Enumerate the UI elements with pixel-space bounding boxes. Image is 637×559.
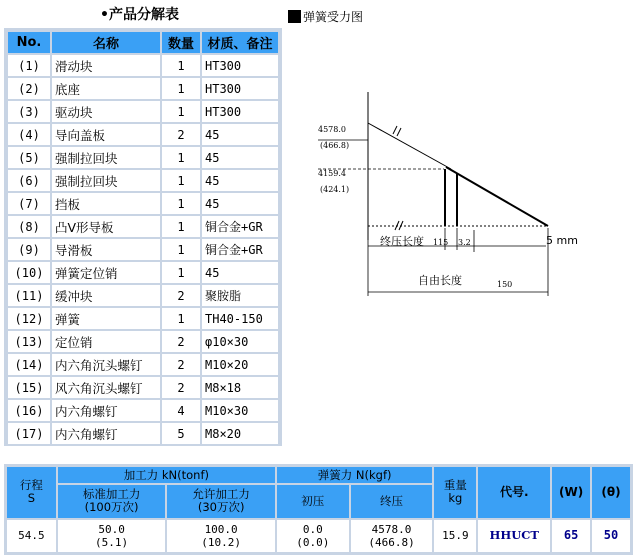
table-row: [8, 262, 278, 283]
part-quantity: 2: [162, 331, 200, 352]
part-quantity: 1: [162, 193, 200, 214]
part-name: 驱动块: [52, 101, 160, 122]
spec-table-panel: [4, 464, 633, 555]
final-kgf: (466.8): [368, 535, 415, 549]
part-number: (9): [8, 239, 50, 260]
initial-header: 初压: [277, 485, 349, 517]
part-number: (10): [8, 262, 50, 283]
part-material: HT300: [202, 78, 278, 99]
parts-table-title: •产品分解表: [100, 7, 179, 23]
part-number: (17): [8, 423, 50, 444]
final-header: 终压: [351, 485, 433, 517]
part-name: 内六角螺钉: [52, 423, 160, 444]
part-material: 45: [202, 147, 278, 168]
std-force-tonf: (5.1): [95, 535, 129, 549]
part-number: (2): [8, 78, 50, 99]
part-number: (13): [8, 331, 50, 352]
part-number: (11): [8, 285, 50, 306]
part-quantity: 1: [162, 170, 200, 191]
spring-line-lower: [446, 167, 548, 226]
diagram-title: [288, 8, 363, 25]
theta-value: 50: [592, 520, 630, 552]
part-material: M10×30: [202, 400, 278, 421]
part-material: HT300: [202, 55, 278, 76]
part-number: (8): [8, 216, 50, 237]
part-name: 内六角沉头螺钉: [52, 354, 160, 375]
spec-table: [5, 465, 632, 554]
dim-5mm: 5 mm: [546, 234, 578, 247]
table-row: [8, 239, 278, 260]
allow-force-label: 允许加工力: [192, 487, 250, 502]
part-material: TH40-150: [202, 308, 278, 329]
stroke-header: [7, 467, 56, 518]
part-name: 导滑板: [52, 239, 160, 260]
part-number: (3): [8, 101, 50, 122]
code-value: HHUCT: [478, 520, 550, 552]
std-force-sub: (100万次): [84, 500, 139, 515]
code-header: 代号.: [478, 467, 550, 518]
table-row: [8, 423, 278, 444]
allow-force-sub: (30万次): [197, 500, 245, 515]
part-quantity: 1: [162, 78, 200, 99]
dim-32: 3.2: [458, 238, 471, 247]
initial-kgf: (0.0): [296, 535, 330, 549]
final-value: [351, 520, 433, 552]
header-material: 材质、备注: [202, 32, 278, 53]
table-row: [8, 170, 278, 191]
force-top-kgf: (466.8): [320, 141, 350, 150]
part-name: 导向盖板: [52, 124, 160, 145]
part-name: 底座: [52, 78, 160, 99]
part-name: 弹簧: [52, 308, 160, 329]
header-qty: 数量: [162, 32, 200, 53]
part-quantity: 2: [162, 377, 200, 398]
force-mid-kgf: (424.1): [320, 185, 350, 194]
table-row: [8, 308, 278, 329]
w-header: (W): [552, 467, 590, 518]
break-mark: [395, 221, 399, 230]
table-row: [8, 400, 278, 421]
dim-150: 150: [497, 280, 513, 289]
part-material: M10×20: [202, 354, 278, 375]
part-quantity: 5: [162, 423, 200, 444]
parts-table-panel: [4, 28, 282, 446]
table-row: [8, 55, 278, 76]
part-material: 45: [202, 170, 278, 191]
part-name: 内六角螺钉: [52, 400, 160, 421]
part-name: 定位销: [52, 331, 160, 352]
table-row: [8, 124, 278, 145]
parts-table: [6, 30, 280, 446]
spring-group-header: 弹簧力 N(kgf): [277, 467, 433, 483]
break-mark: [399, 221, 403, 230]
header-no: No.: [8, 32, 50, 53]
allow-force-header: [167, 485, 275, 517]
table-row: [8, 78, 278, 99]
part-name: 风六角沉头螺钉: [52, 377, 160, 398]
part-quantity: 1: [162, 262, 200, 283]
part-quantity: 2: [162, 124, 200, 145]
part-number: (6): [8, 170, 50, 191]
table-row: [8, 377, 278, 398]
std-force-label: 标准加工力: [82, 487, 141, 502]
part-material: 45: [202, 262, 278, 283]
part-number: (15): [8, 377, 50, 398]
square-bullet-icon: [288, 10, 301, 23]
compress-length-label: 终压长度: [380, 235, 424, 248]
stroke-unit: S: [27, 491, 36, 506]
part-name: 挡板: [52, 193, 160, 214]
part-material: M8×20: [202, 423, 278, 444]
part-quantity: 2: [162, 285, 200, 306]
final-n: 4578.0: [371, 522, 412, 536]
table-row: [8, 193, 278, 214]
part-number: (12): [8, 308, 50, 329]
table-row: [8, 101, 278, 122]
part-number: (16): [8, 400, 50, 421]
part-number: (1): [8, 55, 50, 76]
part-name: 强制拉回块: [52, 170, 160, 191]
dim-115: 115: [433, 238, 449, 247]
part-material: 聚胺脂: [202, 285, 278, 306]
spring-line-upper: [368, 123, 451, 169]
allow-force-value: [167, 520, 275, 552]
break-mark: [393, 126, 397, 134]
std-force-header: [58, 485, 166, 517]
weight-header: [434, 467, 476, 518]
part-name: 滑动块: [52, 55, 160, 76]
part-quantity: 1: [162, 147, 200, 168]
force-top-value: 4578.0: [318, 125, 346, 134]
force-mid-value: 4159.4: [318, 169, 346, 178]
part-name: 凸V形导板: [52, 216, 160, 237]
part-material: 45: [202, 124, 278, 145]
part-quantity: 4: [162, 400, 200, 421]
part-number: (5): [8, 147, 50, 168]
part-material: M8×18: [202, 377, 278, 398]
weight-unit: kg: [448, 491, 463, 506]
weight-value: 15.9: [434, 520, 476, 552]
table-row: [8, 285, 278, 306]
initial-value: [277, 520, 349, 552]
part-number: (7): [8, 193, 50, 214]
part-material: 铜合金+GR: [202, 239, 278, 260]
allow-force-tonf: (10.2): [201, 535, 241, 549]
part-number: (14): [8, 354, 50, 375]
table-row: [8, 331, 278, 352]
parts-table-header: [8, 32, 278, 53]
part-quantity: 1: [162, 55, 200, 76]
part-number: (4): [8, 124, 50, 145]
diagram-title-text: 弹簧受力图: [303, 10, 364, 24]
initial-n: 0.0: [302, 522, 323, 536]
part-quantity: 1: [162, 101, 200, 122]
part-quantity: 1: [162, 308, 200, 329]
part-material: φ10×30: [202, 331, 278, 352]
stroke-label: 行程: [19, 478, 43, 493]
table-row: [8, 147, 278, 168]
table-row: [8, 216, 278, 237]
part-quantity: 2: [162, 354, 200, 375]
part-name: 缓冲块: [52, 285, 160, 306]
parts-table-body: [8, 55, 278, 444]
force-group-header: 加工力 kN(tonf): [58, 467, 275, 483]
part-quantity: 1: [162, 239, 200, 260]
weight-label: 重量: [443, 478, 467, 493]
std-force-value: [58, 520, 166, 552]
part-material: HT300: [202, 101, 278, 122]
part-material: 45: [202, 193, 278, 214]
free-length-label: 自由长度: [418, 274, 462, 287]
break-mark: [397, 128, 401, 136]
allow-force-kn: 100.0: [204, 522, 238, 536]
part-quantity: 1: [162, 216, 200, 237]
part-name: 强制拉回块: [52, 147, 160, 168]
table-row: [8, 354, 278, 375]
w-value: 65: [552, 520, 590, 552]
part-name: 弹簧定位销: [52, 262, 160, 283]
part-material: 铜合金+GR: [202, 216, 278, 237]
stroke-value: 54.5: [7, 520, 56, 552]
header-name: 名称: [52, 32, 160, 53]
spring-force-diagram: [296, 80, 596, 300]
std-force-kn: 50.0: [98, 522, 125, 536]
theta-header: (θ): [592, 467, 630, 518]
